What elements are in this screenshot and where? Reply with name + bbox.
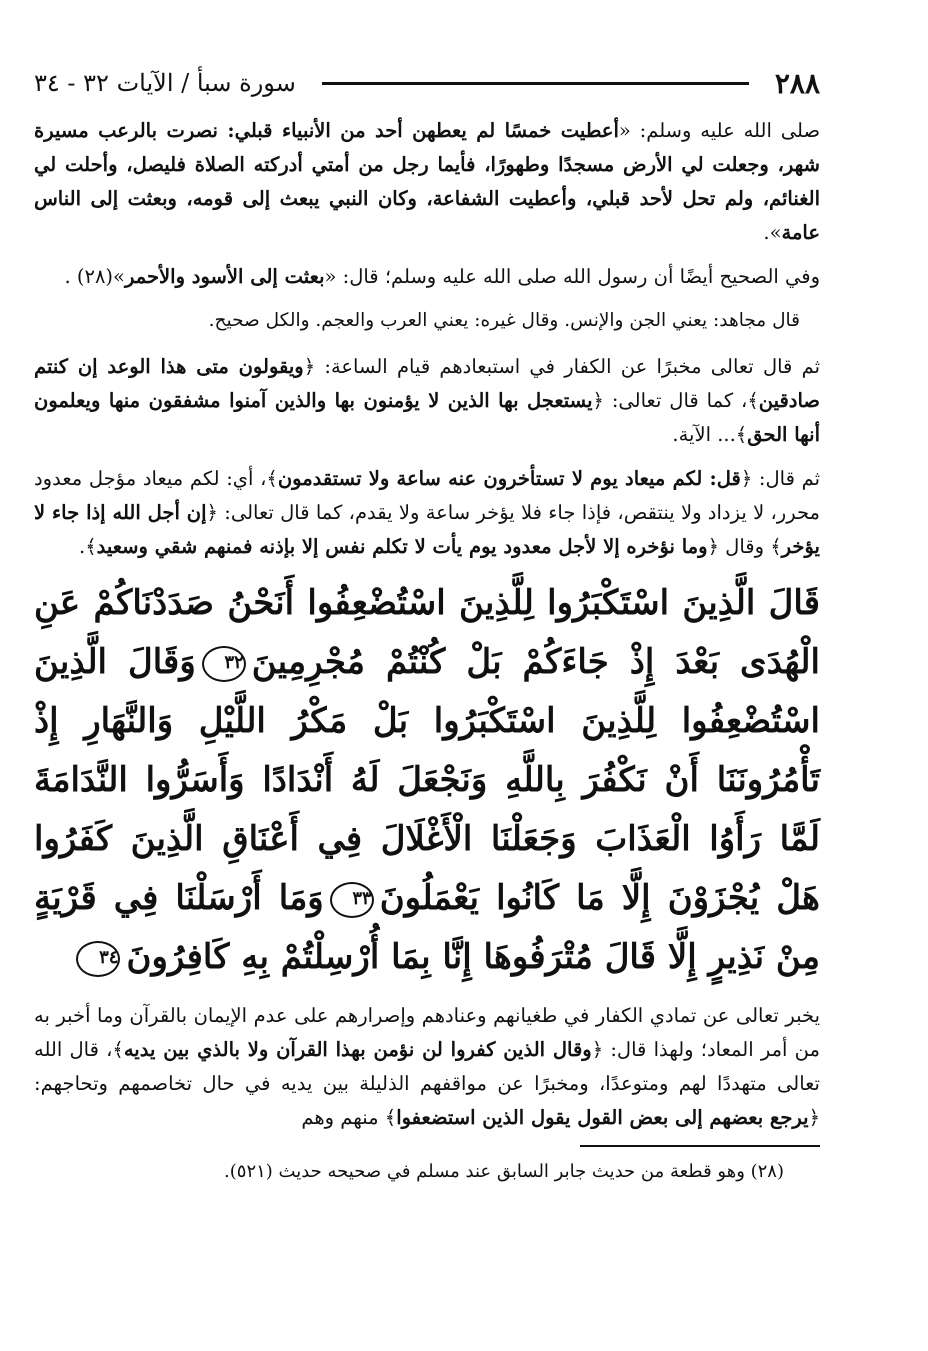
paragraph-text: ﴾. bbox=[79, 535, 97, 558]
verse-quote: إن أجل الله إذا جاء لا يؤخر bbox=[34, 501, 820, 558]
paragraph-appointment bbox=[34, 462, 820, 564]
paragraph-mujahid: قال مجاهد: يعني الجن والإنس. وقال غيره: يعني العرب والعجم. والكل صحيح. bbox=[208, 310, 800, 331]
paragraph-sahih bbox=[34, 260, 820, 294]
ayah-number-marker: ٣٣ bbox=[330, 882, 374, 918]
paragraph-text: ثم قال: ﴿ bbox=[740, 467, 820, 490]
quran-verses bbox=[34, 574, 820, 987]
paragraph-text: ». bbox=[763, 221, 782, 244]
paragraph-text: وفي الصحيح أيضًا أن رسول الله صلى الله عليه وسلم؛ قال: « bbox=[324, 265, 820, 288]
paragraph-text: ﴾ منهم وهم bbox=[301, 1106, 397, 1129]
verse-text: وَمَا أَرْسَلْنَا فِي قَرْيَةٍ مِنْ نَذِيرٍ إِلَّا قَالَ مُتْرَفُوهَا إِنَّا بِمَا أُرْسِلْتُمْ بِهِ كَافِرُونَ bbox=[34, 878, 820, 977]
verse-quote: قل: لكم ميعاد يوم لا تستأخرون عنه ساعة ولا تستقدمون bbox=[277, 467, 741, 490]
ayah-number-marker: ٣٤ bbox=[76, 941, 120, 977]
running-title: سورة سبأ / الآيات ٣٢ - ٣٤ bbox=[34, 69, 296, 97]
paragraph-text: ﴾ وقال ﴿ bbox=[707, 535, 782, 558]
hadith-text: أعطيت خمسًا لم يعطهن أحد من الأنبياء قبلي: نصرت بالرعب مسيرة شهر، وجعلت لي الأرض مسجدًا وطهورًا، فأيما رجل من أمتي أدركته الصلاة فليصل، وأحلت لي الغنائم، ولم تحل لأحد قبلي، وأعطيت الشفاعة، وكان النبي يبعث إلى قومه، وبعثت إلى الناس عامة bbox=[34, 119, 820, 244]
paragraph-text: ﴾، كما قال تعالى: ﴿ bbox=[592, 389, 759, 412]
paragraph-text: يخبر تعالى عن تمادي الكفار في طغيانهم وعنادهم وإصرارهم على عدم الإيمان بالقرآن وما أخبر به من أمر المعاد؛ ولهذا قال: ﴿ bbox=[34, 1004, 820, 1061]
verse-text: وَقَالَ الَّذِينَ اسْتُضْعِفُوا لِلَّذِينَ اسْتَكْبَرُوا بَلْ مَكْرُ اللَّيْلِ وَالنَّهَارِ إِذْ تَأْمُرُونَنَا أَنْ نَكْفُرَ بِاللَّهِ وَنَجْعَلَ لَهُ أَنْدَادًا وَأَسَرُّوا النَّدَامَةَ لَمَّا رَأَوُا الْعَذَابَ وَجَعَلْنَا الْأَغْلَالَ فِي أَعْنَاقِ الَّذِينَ كَفَرُوا هَلْ يُجْزَوْنَ إِلَّا مَا كَانُوا يَعْمَلُونَ bbox=[34, 642, 820, 918]
paragraph-text: ﴾، قال الله تعالى متهددًا لهم ومتوعدًا، ومخبرًا عن مواقفهم الذليلة بين يديه في حال تخاصمهم وتحاجهم: ﴿ bbox=[34, 1038, 820, 1129]
paragraph-text: صلى الله عليه وسلم: « bbox=[618, 119, 820, 142]
paragraph-text: »(٢٨) . bbox=[64, 265, 125, 288]
verse-quote: يستعجل بها الذين لا يؤمنون بها والذين آمنوا مشفقون منها ويعلمون أنها الحق bbox=[34, 389, 820, 446]
verse-quote: ويقولون متى هذا الوعد إن كنتم صادقين bbox=[34, 355, 820, 412]
footnote-divider bbox=[580, 1145, 820, 1147]
page-header bbox=[34, 60, 820, 106]
paragraph-text: ﴾، أي: لكم ميعاد مؤجل معدود محرر، لا يزداد ولا ينتقص، فإذا جاء فلا يؤخر ساعة ولا يقدم، كما قال تعالى: ﴿ bbox=[34, 467, 821, 524]
footnote: (٢٨) وهو قطعة من حديث جابر السابق عند مسلم في صحيحه حديث (٥٢١). bbox=[224, 1161, 784, 1182]
verse-quote: يرجع بعضهم إلى بعض القول يقول الذين استضعفوا bbox=[396, 1106, 809, 1129]
hadith-text: بعثت إلى الأسود والأحمر bbox=[124, 265, 325, 288]
paragraph-text: ثم قال تعالى مخبرًا عن الكفار في استبعادهم قيام الساعة: ﴿ bbox=[303, 355, 820, 378]
page-number: ٢٨٨ bbox=[774, 66, 820, 100]
paragraph-commentary bbox=[34, 999, 820, 1135]
header-rule bbox=[322, 82, 749, 85]
paragraph-promise bbox=[34, 350, 820, 452]
verse-quote: وقال الذين كفروا لن نؤمن بهذا القرآن ولا بالذي بين يديه bbox=[123, 1038, 592, 1061]
paragraph-hadith-five bbox=[34, 114, 820, 250]
verse-quote: وما نؤخره إلا لأجل معدود يوم يأت لا تكلم نفس إلا بإذنه فمنهم شقي وسعيد bbox=[96, 535, 708, 558]
ayah-number-marker: ٣٢ bbox=[202, 646, 246, 682]
paragraph-text: ﴾... الآية. bbox=[672, 423, 748, 446]
verse-text: قَالَ الَّذِينَ اسْتَكْبَرُوا لِلَّذِينَ اسْتُضْعِفُوا أَنَحْنُ صَدَدْنَاكُمْ عَنِ الْهُدَى بَعْدَ إِذْ جَاءَكُمْ بَلْ كُنْتُمْ مُجْرِمِينَ bbox=[34, 583, 820, 682]
